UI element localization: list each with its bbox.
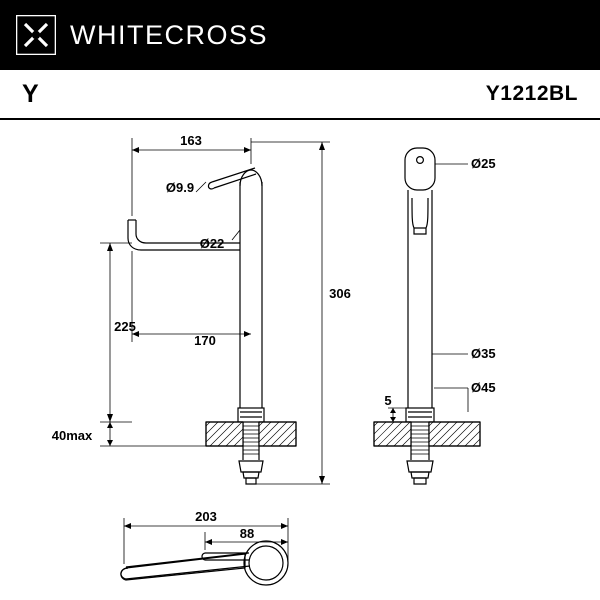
dim-side-base: Ø35 (471, 346, 496, 361)
side-elevation-view (374, 148, 480, 484)
front-dimension-labels (52, 133, 351, 443)
brand-header (0, 0, 600, 70)
technical-drawing (0, 120, 600, 600)
front-elevation-view (128, 168, 296, 484)
series-letter: Y (22, 80, 39, 108)
dim-side-washer: Ø45 (471, 380, 496, 395)
dim-front-reach: 163 (180, 133, 202, 148)
whitecross-x-logo-icon (16, 15, 56, 55)
brand-name: WHITECROSS (70, 19, 269, 50)
dim-front-offset: 170 (194, 333, 216, 348)
model-code: Y1212BL (485, 82, 578, 105)
dim-top-length: 203 (195, 509, 217, 524)
title-row (0, 70, 600, 120)
dim-side-base-height: 5 (384, 393, 392, 408)
top-plan-view (121, 541, 288, 585)
dim-front-counter: 40max (51, 428, 93, 443)
dim-front-height: 306 (329, 286, 351, 301)
side-dimension-labels (384, 156, 495, 408)
dim-front-spout-height: 225 (114, 319, 136, 334)
dim-front-aerator: Ø9.9 (165, 180, 195, 195)
dim-side-lever: Ø25 (471, 156, 496, 171)
dim-front-body: Ø22 (199, 236, 225, 251)
dim-top-lever: 88 (239, 526, 255, 541)
top-dimension-labels (195, 509, 254, 541)
